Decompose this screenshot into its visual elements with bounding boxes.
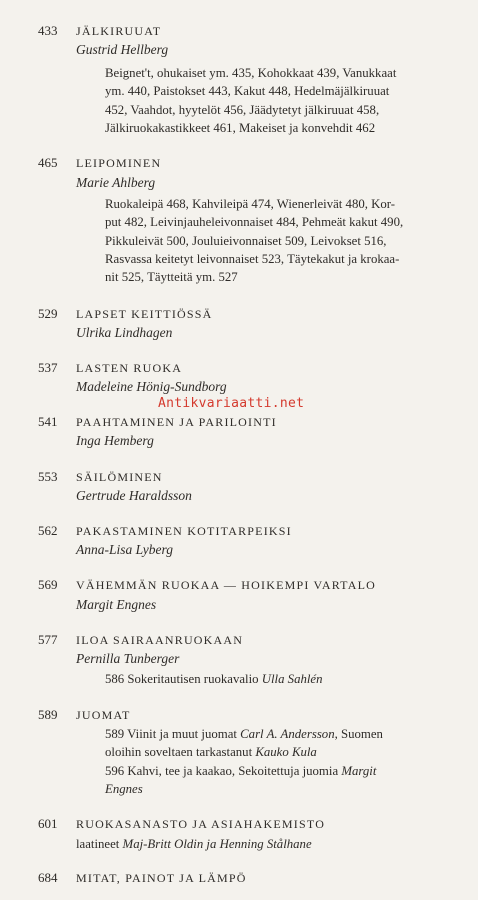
- chapter-author: Anna-Lisa Lyberg: [76, 542, 173, 557]
- page-number: 529: [38, 306, 58, 321]
- subsection-author: Margit: [341, 763, 377, 778]
- subsection-title: 586 Sokeritautisen ruokavalio: [105, 672, 262, 686]
- chapter-author: Inga Hemberg: [76, 433, 154, 448]
- chapter-author: Margit Engnes: [76, 597, 157, 612]
- contents-line: nit 525, Täytteitä ym. 527: [105, 270, 238, 285]
- subsection-line: [105, 743, 460, 761]
- chapter-title: JUOMAT: [76, 708, 131, 722]
- subsection: [105, 725, 460, 798]
- subsection-author: Kauko Kula: [255, 745, 317, 760]
- page-number: 537: [38, 360, 58, 375]
- chapter-author: Pernilla Tunberger: [76, 651, 180, 666]
- chapter-author: Madeleine Hönig-Sundborg: [76, 379, 227, 394]
- chapter-author: Gertrude Haraldsson: [76, 488, 192, 503]
- chapter-author: Ulrika Lindhagen: [76, 325, 173, 340]
- chapter-title: ILOA SAIRAANRUOKAAN: [76, 633, 244, 647]
- subsection-author: Engnes: [105, 781, 143, 796]
- contents-line: 452, Vaahdot, hyytelöt 456, Jäädytetyt jälkiruuat 458,: [105, 102, 380, 117]
- subsection-text: oloihin soveltaen tarkastanut: [105, 745, 256, 760]
- subsection-text: , Suomen: [334, 727, 383, 741]
- contents-line: Rasvassa keitetyt leivonnaiset 523, Täytekakut ja krokaa-: [105, 251, 400, 266]
- chapter-title: LASTEN RUOKA: [76, 361, 183, 375]
- page-number: 541: [38, 414, 58, 429]
- chapter-title: VÄHEMMÄN RUOKAA — HOIKEMPI VARTALO: [76, 578, 377, 592]
- chapter-title: RUOKASANASTO JA ASIAHAKEMISTO: [76, 817, 326, 831]
- page-number: 562: [38, 523, 58, 538]
- page-number: 433: [38, 23, 58, 38]
- chapter-title: SÄILÖMINEN: [76, 470, 163, 484]
- chapter-title: PAAHTAMINEN JA PARILOINTI: [76, 415, 277, 429]
- subsection-line: [105, 780, 460, 798]
- page-number: 589: [38, 707, 58, 722]
- contents-line: put 482, Leivinjauheleivonnaiset 484, Pehmeät kakut 490,: [105, 215, 404, 230]
- page-number: 601: [38, 816, 58, 831]
- watermark: Antikvariaatti.net: [158, 396, 305, 411]
- subsection-line: [105, 762, 460, 780]
- subsection-title: 596 Kahvi, tee ja kaakao, Sekoitettuja juomia: [105, 763, 342, 778]
- chapter-author: Gustrid Hellberg: [76, 42, 169, 57]
- subsection-line: [105, 725, 460, 743]
- page-number: 465: [38, 155, 58, 170]
- contents-line: Ruokaleipä 468, Kahvileipä 474, Wienerleivät 480, Kor-: [105, 197, 396, 211]
- chapter-title: PAKASTAMINEN KOTITARPEIKSI: [76, 524, 292, 538]
- subsection-author: Carl A. Andersson: [240, 727, 335, 741]
- page-number: 569: [38, 577, 58, 592]
- chapter-author: Maj-Britt Oldin ja Henning Stålhane: [122, 837, 312, 851]
- subsection: [105, 670, 460, 688]
- contents-line: Jälkiruokakastikkeet 461, Makeiset ja konvehdit 462: [105, 120, 376, 135]
- page-number: 553: [38, 469, 58, 484]
- chapter-title: LEIPOMINEN: [76, 156, 162, 170]
- subsection-author: Ulla Sahlén: [261, 672, 323, 686]
- contents-line: Pikkuleivät 500, Jouluieivonnaiset 509, Leivokset 516,: [105, 233, 387, 248]
- contents-line: Beignet't, ohukaiset ym. 435, Kohokkaat 439, Vanukkaat: [105, 66, 397, 80]
- chapter-title: JÄLKIRUUAT: [76, 24, 162, 38]
- contents-line: ym. 440, Paistokset 443, Kakut 448, Hedelmäjälkiruuat: [105, 84, 390, 99]
- chapter-title: LAPSET KEITTIÖSSÄ: [76, 307, 213, 321]
- chapter-contents: [105, 195, 450, 286]
- chapter-credits: [76, 835, 312, 853]
- page-number: 577: [38, 632, 58, 647]
- page-number: 684: [38, 870, 58, 885]
- chapter-author: Marie Ahlberg: [76, 175, 156, 190]
- credits-label: laatineet: [76, 837, 123, 851]
- subsection-title: 589 Viinit ja muut juomat: [105, 727, 241, 741]
- subsection-line: [105, 670, 460, 688]
- chapter-title: MITAT, PAINOT JA LÄMPÖ: [76, 871, 247, 885]
- chapter-contents: [105, 64, 450, 137]
